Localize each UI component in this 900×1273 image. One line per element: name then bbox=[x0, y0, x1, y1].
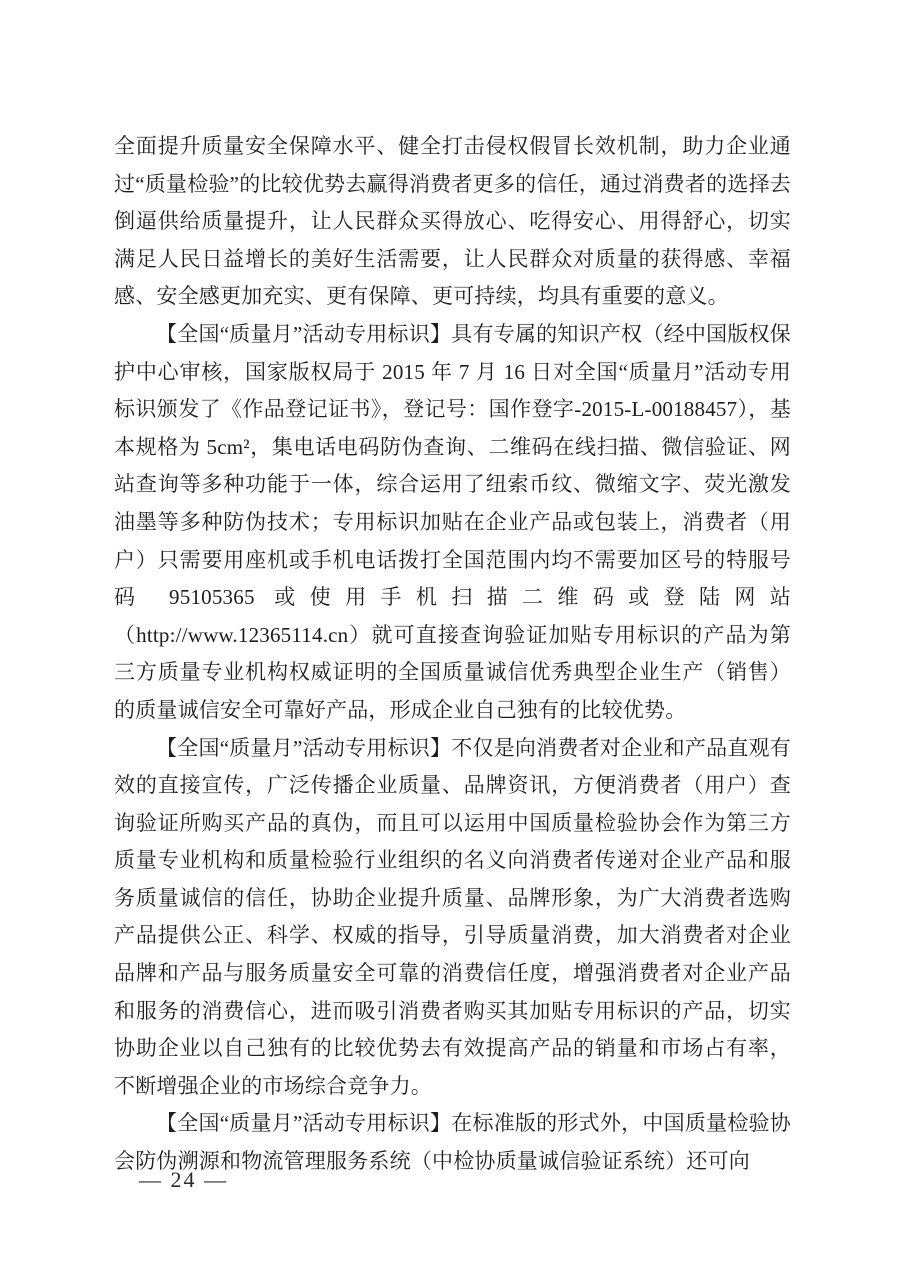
document-body bbox=[114, 128, 791, 1181]
paragraph-label-intellectual-property: 【全国“质量月”活动专用标识】具有专属的知识产权（经中国版权保护中心审核，国家版权局于 2015 年 7 月 16 日对全国“质量月”活动专用标识颁发了《作品登记证书》，登记号：国作登字-2015-L-00188457），基本规格为 5cm²，集电话电码防伪查询、二维码在线扫描、微信验证、网站查询等多种功能于一体，综合运用了纽索币纹、微缩文字、荧光激发油墨等多种防伪技术；专用标识加贴在企业产品或包装上，消费者（用户）只需要用座机或手机电话拨打全国范围内均不需要加区号的特服号码 95105365 或使用手机扫描二维码或登陆网站（http://www.12365114.cn）就可直接查询验证加贴专用标识的产品为第三方质量专业机构权威证明的全国质量诚信优秀典型企业生产（销售）的质量诚信安全可靠好产品，形成企业自己独有的比较优势。 bbox=[114, 321, 791, 722]
paragraph-quality-significance: 全面提升质量安全保障水平、健全打击侵权假冒长效机制，助力企业通过“质量检验”的比较优势去赢得消费者更多的信任，通过消费者的选择去倒逼供给质量提升，让人民群众买得放心、吃得安心、用得舒心，切实满足人民日益增长的美好生活需要，让人民群众对质量的获得感、幸福感、安全感更加充实、更有保障、更可持续，均具有重要的意义。 bbox=[114, 134, 791, 309]
paragraph-label-consumer-trust: 【全国“质量月”活动专用标识】不仅是向消费者对企业和产品直观有效的直接宣传，广泛传播企业质量、品牌资讯，方便消费者（用户）查询验证所购买产品的真伪，而且可以运用中国质量检验协会作为第三方质量专业机构和质量检验行业组织的名义向消费者传递对企业产品和服务质量诚信的信任，协助企业提升质量、品牌形象，为广大消费者选购产品提供公正、科学、权威的指导，引导质量消费，加大消费者对企业品牌和产品与服务质量安全可靠的消费信任度，增强消费者对企业产品和服务的消费信心，进而吸引消费者购买其加贴专用标识的产品，切实协助企业以自己独有的比较优势去有效提高产品的销量和市场占有率，不断增强企业的市场综合竞争力。 bbox=[114, 735, 791, 1098]
page-number: — 24 — bbox=[139, 1167, 228, 1192]
paragraph-label-standard-version: 【全国“质量月”活动专用标识】在标准版的形式外，中国质量检验协会防伪溯源和物流管理服务系统（中检协质量诚信验证系统）还可向 bbox=[114, 1111, 791, 1174]
